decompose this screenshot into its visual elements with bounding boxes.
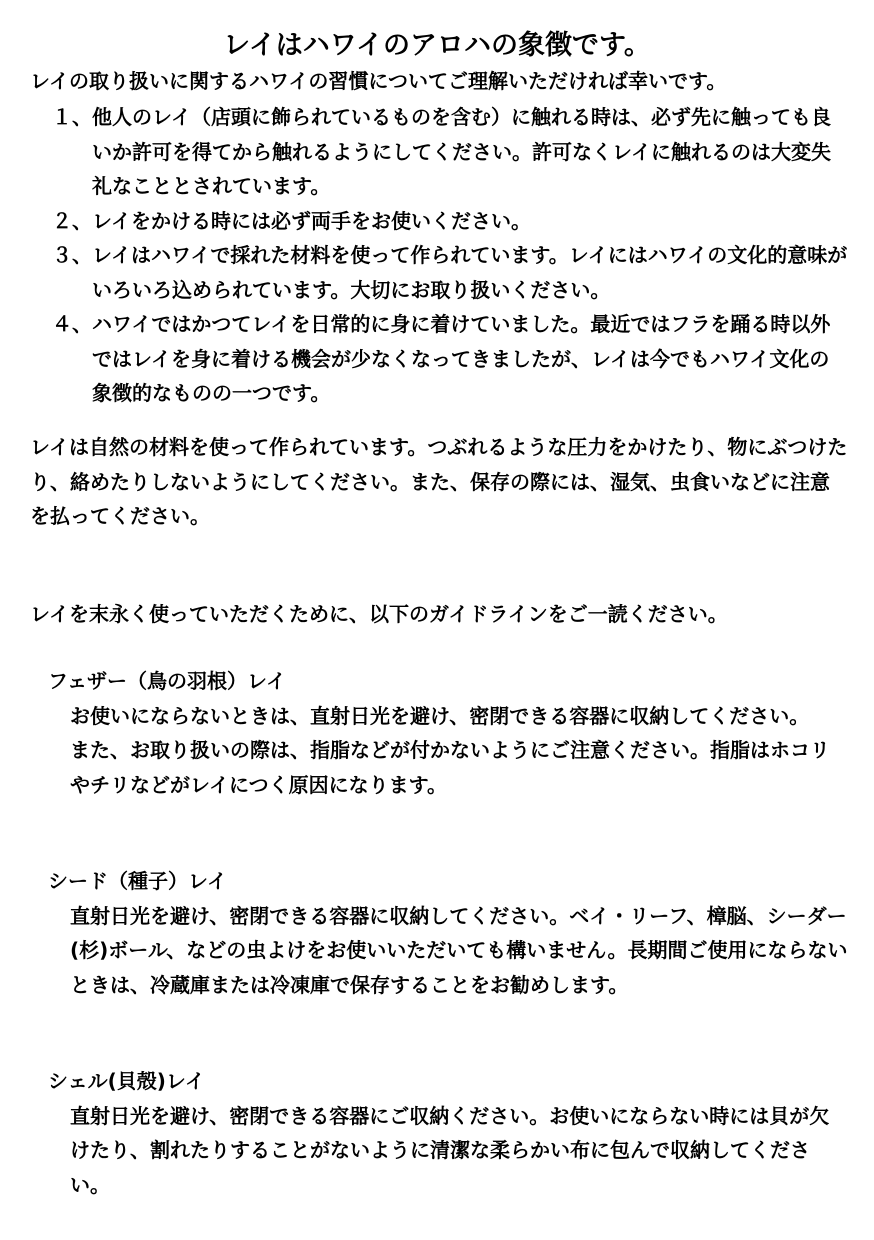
- custom-number: １、: [52, 105, 92, 129]
- custom-text: レイはハワイで採れた材料を使って作られています。レイにはハワイの文化的意味がいろいろ込められています。大切にお取り扱いください。: [92, 243, 848, 302]
- custom-item: [30, 100, 848, 204]
- custom-number: ２、: [52, 208, 92, 233]
- section-paragraph: お使いにならないときは、直射日光を避け、密閉できる容器に収納してください。: [70, 703, 810, 728]
- customs-list: [30, 100, 848, 411]
- section-paragraph: 直射日光を避け、密閉できる容器に収納してください。ベイ・リーフ、樟脳、シーダー(杉)ボール、などの虫よけをお使いいただいても構いません。長期間ご使用にならないときは、冷蔵庫または冷凍庫で保存することをお勧めします。: [70, 903, 848, 997]
- seed-lei-section: [48, 864, 848, 1002]
- section-heading: シード（種子）レイ: [48, 869, 227, 893]
- materials-note: レイは自然の材料を使って作られています。つぶれるような圧力をかけたり、物にぶつけたり、絡めたりしないようにしてください。また、保存の際には、湿気、虫食いなどに注意を払ってください。: [30, 435, 848, 528]
- custom-text: ハワイではかつてレイを日常的に身に着けていました。最近ではフラを踊る時以外ではレイを身に着ける機会が少なくなってきましたが、レイは今でもハワイ文化の象徴的なものの一つです。: [92, 312, 831, 405]
- custom-number: ４、: [52, 312, 92, 336]
- shell-lei-section: [48, 1064, 848, 1202]
- guideline-intro: レイを末永く使っていただくために、以下のガイドラインをご一読ください。: [30, 602, 728, 626]
- section-heading: フェザー（鳥の羽根）レイ: [48, 669, 286, 693]
- feather-lei-section: [48, 664, 848, 802]
- custom-item: [30, 204, 848, 239]
- intro-text: レイの取り扱いに関するハワイの習慣についてご理解いただければ幸いです。: [30, 69, 727, 93]
- section-paragraph: 直射日光を避け、密閉できる容器にご収納ください。お使いにならない時には貝が欠けたり、割れたりすることがないように清潔な柔らかい布に包んで収納してください。: [70, 1103, 830, 1197]
- custom-text: 他人のレイ（店頭に飾られているものを含む）に触れる時は、必ず先に触っても良いか許可を得てから触れるようにしてください。許可なくレイに触れるのは大変失礼なこととされています。: [92, 105, 831, 198]
- section-heading: シェル(貝殻)レイ: [48, 1069, 205, 1093]
- custom-text: レイをかける時には必ず両手をお使いください。: [92, 208, 531, 233]
- page-title: レイはハワイのアロハの象徴です。: [223, 30, 651, 62]
- custom-item: [30, 238, 848, 307]
- custom-number: ３、: [52, 243, 92, 267]
- section-paragraph: また、お取り扱いの際は、指脂などが付かないようにご注意ください。指脂はホコリやチリなどがレイにつく原因になります。: [70, 738, 830, 797]
- custom-item: [30, 307, 848, 411]
